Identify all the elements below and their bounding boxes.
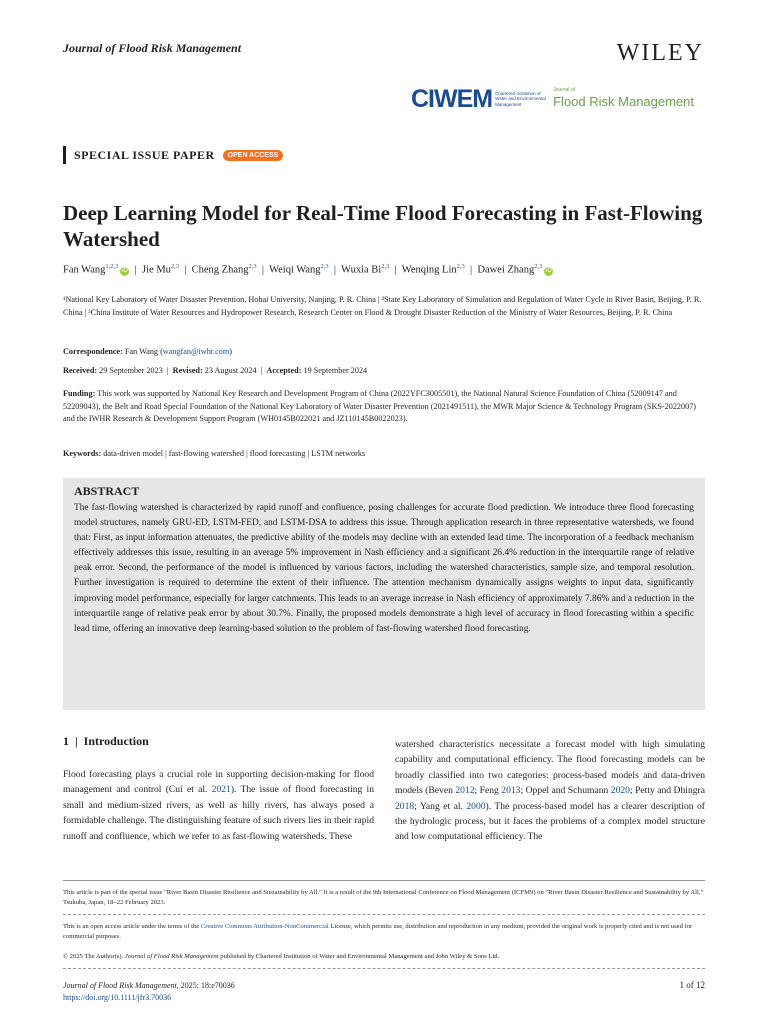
abstract-text: The fast-flowing watershed is characterized by rapid runoff and confluence, posing challenges for accurate flood prediction. We introduce three flood forecasting model structures, namely GRU-ED, LSTM-FED, and LSTM-DSA to address this issue. Through application research in three representative watersheds, we found that: First, as input information attenuates, the predictive ability of the models may decline with an extended lead time. The incorporation of a feedback mechanism effectively addresses this issue, resulting in an average 5% improvement in Nash efficiency and a significant 26.4% reduction in the interquartile range of relative peak error. Second, the performance of the model is influenced by various factors, including the watershed characteristics, sample size, and temporal resolution. Further investigation is required to determine the extent of their influence. The attention mechanism dynamically assigns weights to input data, significantly improving model performance, especially for larger catchments. This leads to an average increase in Nash efficiency of approximately 7.86% and a reduction in the interquartile range of relative peak error by about 30.7%. Finally, the proposed models demonstrate a high level of accuracy in flood forecasting within a specific lead time, offering an innovative deep learning-based solution to the problem of fast-flowing watershed flood forecasting. <box>74 503 694 634</box>
copyright-text: published by Chartered Institution of Water and Environmental Management and John Wiley & Sons Ltd. <box>218 953 500 960</box>
correspondence-name: Fan Wang <box>124 347 159 356</box>
author-name[interactable]: Jie Mu <box>142 264 171 276</box>
author-name[interactable]: Fan Wang <box>63 264 106 276</box>
author-affiliation-marker: 1,2,3 <box>105 263 119 270</box>
author-name[interactable]: Dawei Zhang <box>477 264 535 276</box>
body-text: ; Yang et al. <box>414 800 467 812</box>
page-footer-citation <box>63 980 235 1004</box>
article-type-label: SPECIAL ISSUE PAPER <box>74 147 215 162</box>
page-number: 1 of 12 <box>679 980 705 990</box>
license-link[interactable]: Creative Commons Attribution-NonCommercial <box>200 923 329 930</box>
author-separator: | <box>129 264 143 276</box>
accepted-label: Accepted: <box>266 366 302 375</box>
author-separator: | <box>464 264 478 276</box>
copyright-text: © 2025 The Author(s). <box>63 953 125 960</box>
abstract-heading: ABSTRACT <box>74 484 140 498</box>
keywords-label: Keywords: <box>63 449 102 458</box>
received-label: Received: <box>63 366 98 375</box>
body-text: ; Oppel and Schumann <box>520 785 611 797</box>
ciwem-institute: Chartered Institution of Water and Environmental Management <box>495 90 546 107</box>
accepted-date: 19 September 2024 <box>303 366 368 375</box>
ciwem-journal-small: Journal of <box>553 87 576 93</box>
citation-link[interactable]: 2018 <box>395 800 415 812</box>
body-text: ; Feng <box>474 785 502 797</box>
received-date: 29 September 2023 <box>99 366 163 375</box>
correspondence: Correspondence: Fan Wang (wangfan@iwhr.com) <box>63 347 232 356</box>
body-text: ; Petty and Dhingra <box>629 785 705 797</box>
funding-text: This work was supported by National Key Research and Development Program of China (2022YFC3005501), the National Natural Science Foundation of China (52009147 and 52209043), the Belt and Road Special Foundation of the National Key Laboratory of Water Disaster Prevention (2021491511), the MWR Major Science & Technology Program (SKS-2022007) and the IWHR Research & Development Support Program (WH0145B022021 and JZ110145B0022023). <box>63 389 697 423</box>
copyright-journal: Journal of Flood Risk Management <box>124 953 219 960</box>
section-heading: 1 | Introduction <box>63 734 149 748</box>
special-issue-note: This article is part of the special issue "River Basin Disaster Resilience and Sustainability by All." It is a result of the 9th International Conference on Flood Management (ICFM9) on "River Basin Disaster Resilience and Sustainability by All," Tsukuba, Japan, 18–22 February 2023. <box>63 889 704 906</box>
correspondence-label: Correspondence: <box>63 347 123 356</box>
footer-divider <box>63 968 705 969</box>
ciwem-journal-big: Flood Risk Management <box>553 94 695 109</box>
correspondence-email[interactable]: wangfan@iwhr.com <box>162 347 230 356</box>
citation-link[interactable]: 2020 <box>610 785 630 797</box>
footnote-rule <box>63 880 705 881</box>
author-name[interactable]: Wenqing Lin <box>401 264 457 276</box>
ciwem-journal-name <box>553 87 694 111</box>
doi-link[interactable]: https://doi.org/10.1111/jfr3.70036 <box>63 993 172 1002</box>
author-separator: | <box>328 264 342 276</box>
body-text: watershed characteristics necessitate a forecast model with high simulating capability and computational efficiency. The flood forecasting models can be broadly classified into two categories: process-based models and data-driven models (Beven <box>395 739 705 797</box>
body-text: Flood forecasting plays a crucial role in supporting decision-making for flood management and control (Cui et al. <box>63 769 374 796</box>
section-title: Introduction <box>83 734 149 748</box>
orcid-icon[interactable]: iD <box>546 267 552 274</box>
license-text: This is an open access article under the terms of the <box>63 923 201 930</box>
article-type <box>63 146 283 164</box>
footnote-divider <box>63 914 705 915</box>
ciwem-mark: CIWEM <box>411 84 493 113</box>
article-title: Deep Learning Model for Real-Time Flood Forecasting in Fast-Flowing Watershed <box>63 201 703 251</box>
author-affiliation-marker: 2,3 <box>170 263 180 270</box>
author-affiliation-marker: 2,3 <box>456 263 465 270</box>
author-separator: | <box>179 264 192 276</box>
copyright-note <box>63 952 705 962</box>
open-access-badge[interactable]: OPEN ACCESS <box>223 150 284 161</box>
footer-citation-line <box>63 980 235 992</box>
revised-label: Revised: <box>172 366 203 375</box>
keywords-text: data-driven model | fast-flowing watershed | flood forecasting | LSTM networks <box>103 449 366 458</box>
footer-volume: , 2025; 18:e70036 <box>176 981 235 990</box>
author-affiliation-marker: 2,3 <box>381 263 390 270</box>
section-number: 1 <box>63 734 69 748</box>
journal-header: Journal of Flood Risk Management <box>63 41 242 55</box>
citation-link[interactable]: 2021 <box>211 784 231 796</box>
author-list <box>63 263 713 276</box>
author-affiliation-marker: 2,3 <box>248 263 257 270</box>
author-name[interactable]: Weiqi Wang <box>269 264 321 276</box>
body-column-left <box>63 767 374 844</box>
author-name[interactable]: Wuxia Bi <box>341 264 382 276</box>
funding-label: Funding: <box>63 389 96 398</box>
citation-link[interactable]: 2013 <box>501 785 521 797</box>
author-separator: | <box>389 264 402 276</box>
affiliations: ¹National Key Laboratory of Water Disaster Prevention, Hohai University, Nanjing, P. R. China | ²State Key Laboratory of Simulation and Regulation of Water Cycle in River Basin, Beijing, P. R. China | ³China Institute of Water Resources and Hydropower Research, Research Center on Flood & Drought Disaster Reduction of the Ministry of Water Resources, Beijing, P. R. China <box>63 295 702 317</box>
citation-link[interactable]: 2000 <box>466 800 486 812</box>
body-column-right <box>395 737 705 845</box>
ciwem-logo <box>411 84 694 114</box>
author-affiliation-marker: 2,3 <box>320 263 329 270</box>
license-note <box>63 922 705 942</box>
body-text: ). The issue of flood forecasting in small and medium-sized rivers, as well as hilly rivers, has always posed a formidable challenge. The distinguishing feature of such rivers lies in their rapid runoff and confluence, which we refer to as fast-flowing watersheds. These <box>63 784 374 842</box>
keywords <box>63 449 365 458</box>
body-text: ). The process-based model has a clearer description of the hydrologic process, but it faces the problems of a complex model structure and low computational efficiency. The <box>395 800 705 843</box>
author-name[interactable]: Cheng Zhang <box>191 264 249 276</box>
article-dates: Received: 29 September 2023 | Revised: 23 August 2024 | Accepted: 19 September 2024 <box>63 366 368 375</box>
author-separator: | <box>256 264 270 276</box>
revised-date: 23 August 2024 <box>204 366 257 375</box>
citation-link[interactable]: 2012 <box>455 785 475 797</box>
author-affiliation-marker: 2,3 <box>534 263 543 270</box>
publisher-logo: WILEY <box>616 40 704 66</box>
funding <box>63 388 703 426</box>
license-text: License, which permits use, distribution and reproduction in any medium, provided the original work is properly cited and is not used for commercial purposes. <box>63 923 693 940</box>
article-type-bar <box>63 146 66 164</box>
orcid-icon[interactable]: iD <box>122 267 128 274</box>
footer-journal: Journal of Flood Risk Management <box>63 981 177 990</box>
